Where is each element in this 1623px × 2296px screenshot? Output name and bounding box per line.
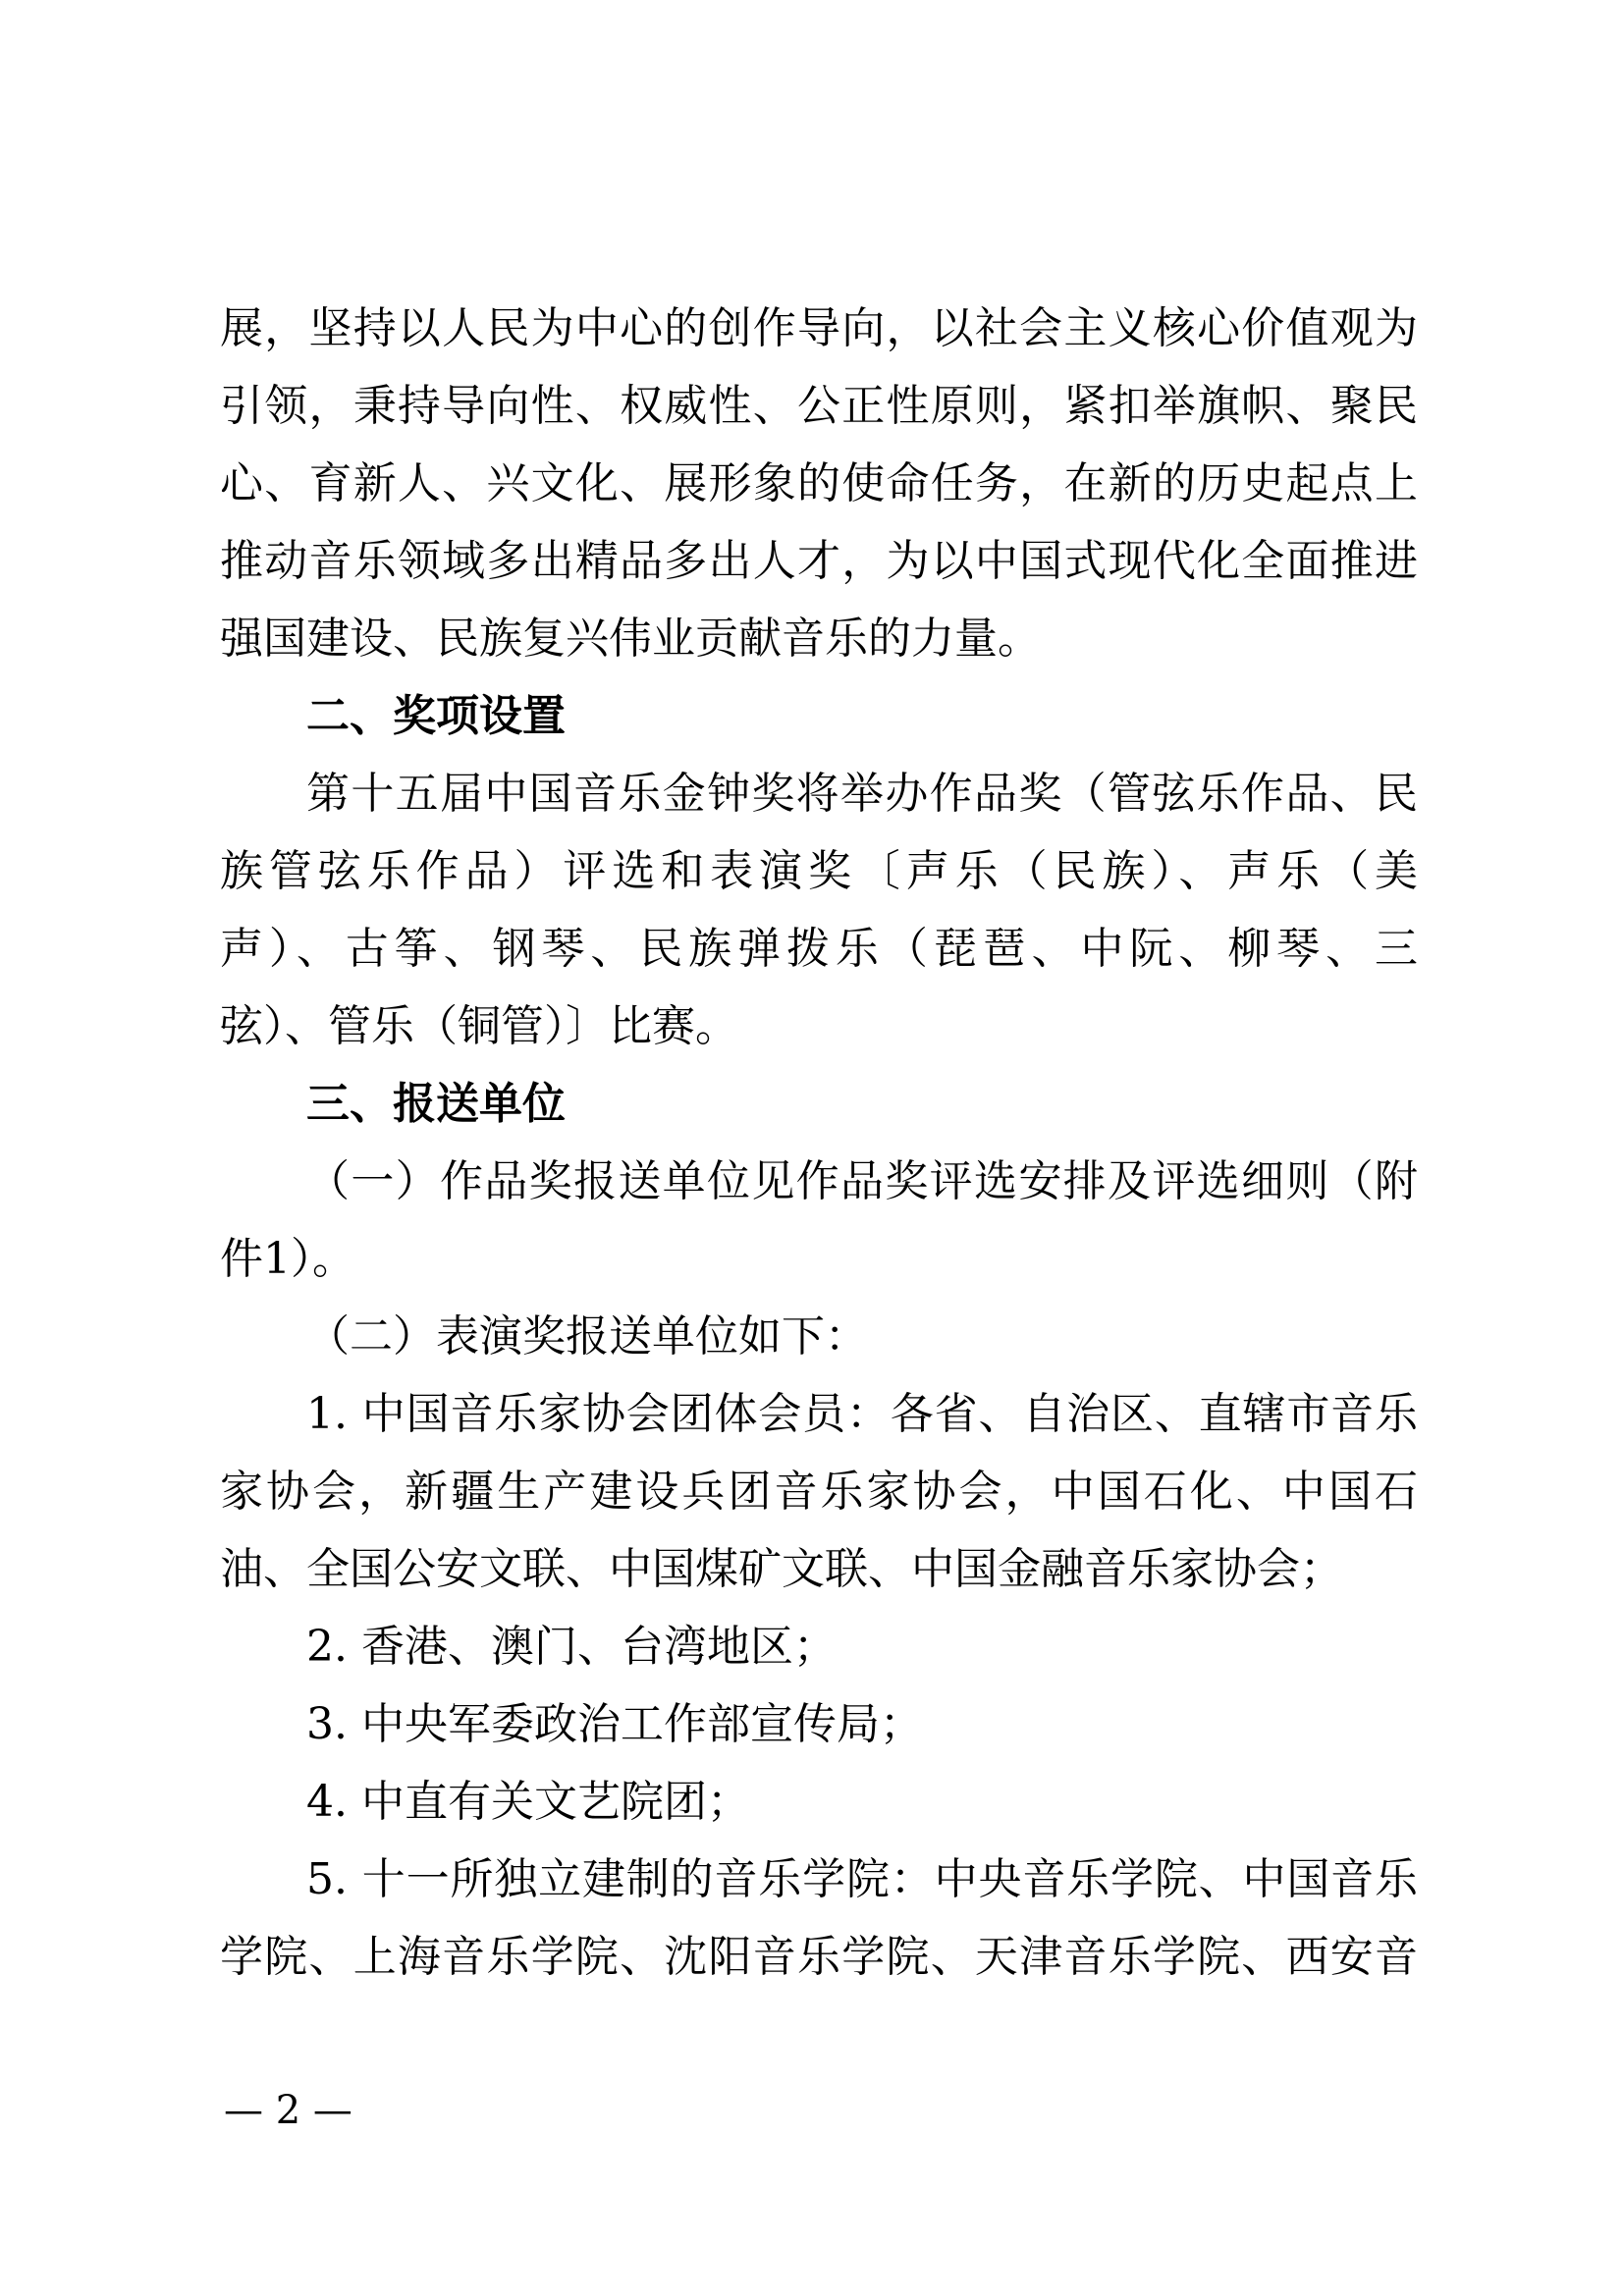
paragraph-2-line-4: 弦）、管乐（铜管）〕比赛。 (220, 1001, 738, 1051)
list-item-2: 2. 香港、澳门、台湾地区； (306, 1622, 837, 1672)
paragraph-1-line-3: 心、育新人、兴文化、展形象的使命任务，在新的历史起点上 (220, 458, 1418, 508)
list-item-1-line-1: 1. 中国音乐家协会团体会员：各省、自治区、直辖市音乐 (306, 1389, 1418, 1439)
paragraph-3-line-2: 件1）。 (220, 1234, 355, 1284)
paragraph-1-line-2: 引领，秉持导向性、权威性、公正性原则，紧扣举旗帜、聚民 (220, 381, 1418, 431)
paragraph-2-line-3: 声）、古筝、钢琴、民族弹拨乐（琵琶、中阮、柳琴、三 (220, 924, 1418, 974)
paragraph-3-line-1: （一）作品奖报送单位见作品奖评选安排及评选细则（附 (306, 1156, 1418, 1206)
paragraph-2-line-2: 族管弦乐作品）评选和表演奖〔声乐（民族）、声乐（美 (220, 846, 1418, 896)
paragraph-2-line-1: 第十五届中国音乐金钟奖将举办作品奖（管弦乐作品、民 (306, 769, 1418, 819)
section-heading-submitting-units: 三、报送单位 (306, 1079, 566, 1129)
list-item-5-line-1: 5. 十一所独立建制的音乐学院：中央音乐学院、中国音乐 (306, 1854, 1418, 1904)
paragraph-4-line-1: （二）表演奖报送单位如下： (306, 1311, 868, 1362)
paragraph-1-line-1: 展，坚持以人民为中心的创作导向，以社会主义核心价值观为 (220, 303, 1418, 353)
list-item-3: 3. 中央军委政治工作部宣传局； (306, 1699, 923, 1749)
paragraph-1-line-5: 强国建设、民族复兴伟业贡献音乐的力量。 (220, 614, 1041, 664)
list-item-5-line-2: 学院、上海音乐学院、沈阳音乐学院、天津音乐学院、西安音 (220, 1932, 1418, 1982)
list-item-1-line-3: 油、全国公安文联、中国煤矿文联、中国金融音乐家协会； (220, 1544, 1343, 1594)
paragraph-1-line-4: 推动音乐领域多出精品多出人才，为以中国式现代化全面推进 (220, 536, 1418, 586)
list-item-4: 4. 中直有关文艺院团； (306, 1777, 750, 1827)
list-item-1-line-2: 家协会，新疆生产建设兵团音乐家协会，中国石化、中国石 (220, 1467, 1418, 1517)
section-heading-awards: 二、奖项设置 (306, 691, 566, 741)
page-number: — 2 — (224, 2088, 352, 2133)
document-body (220, 290, 1418, 1996)
